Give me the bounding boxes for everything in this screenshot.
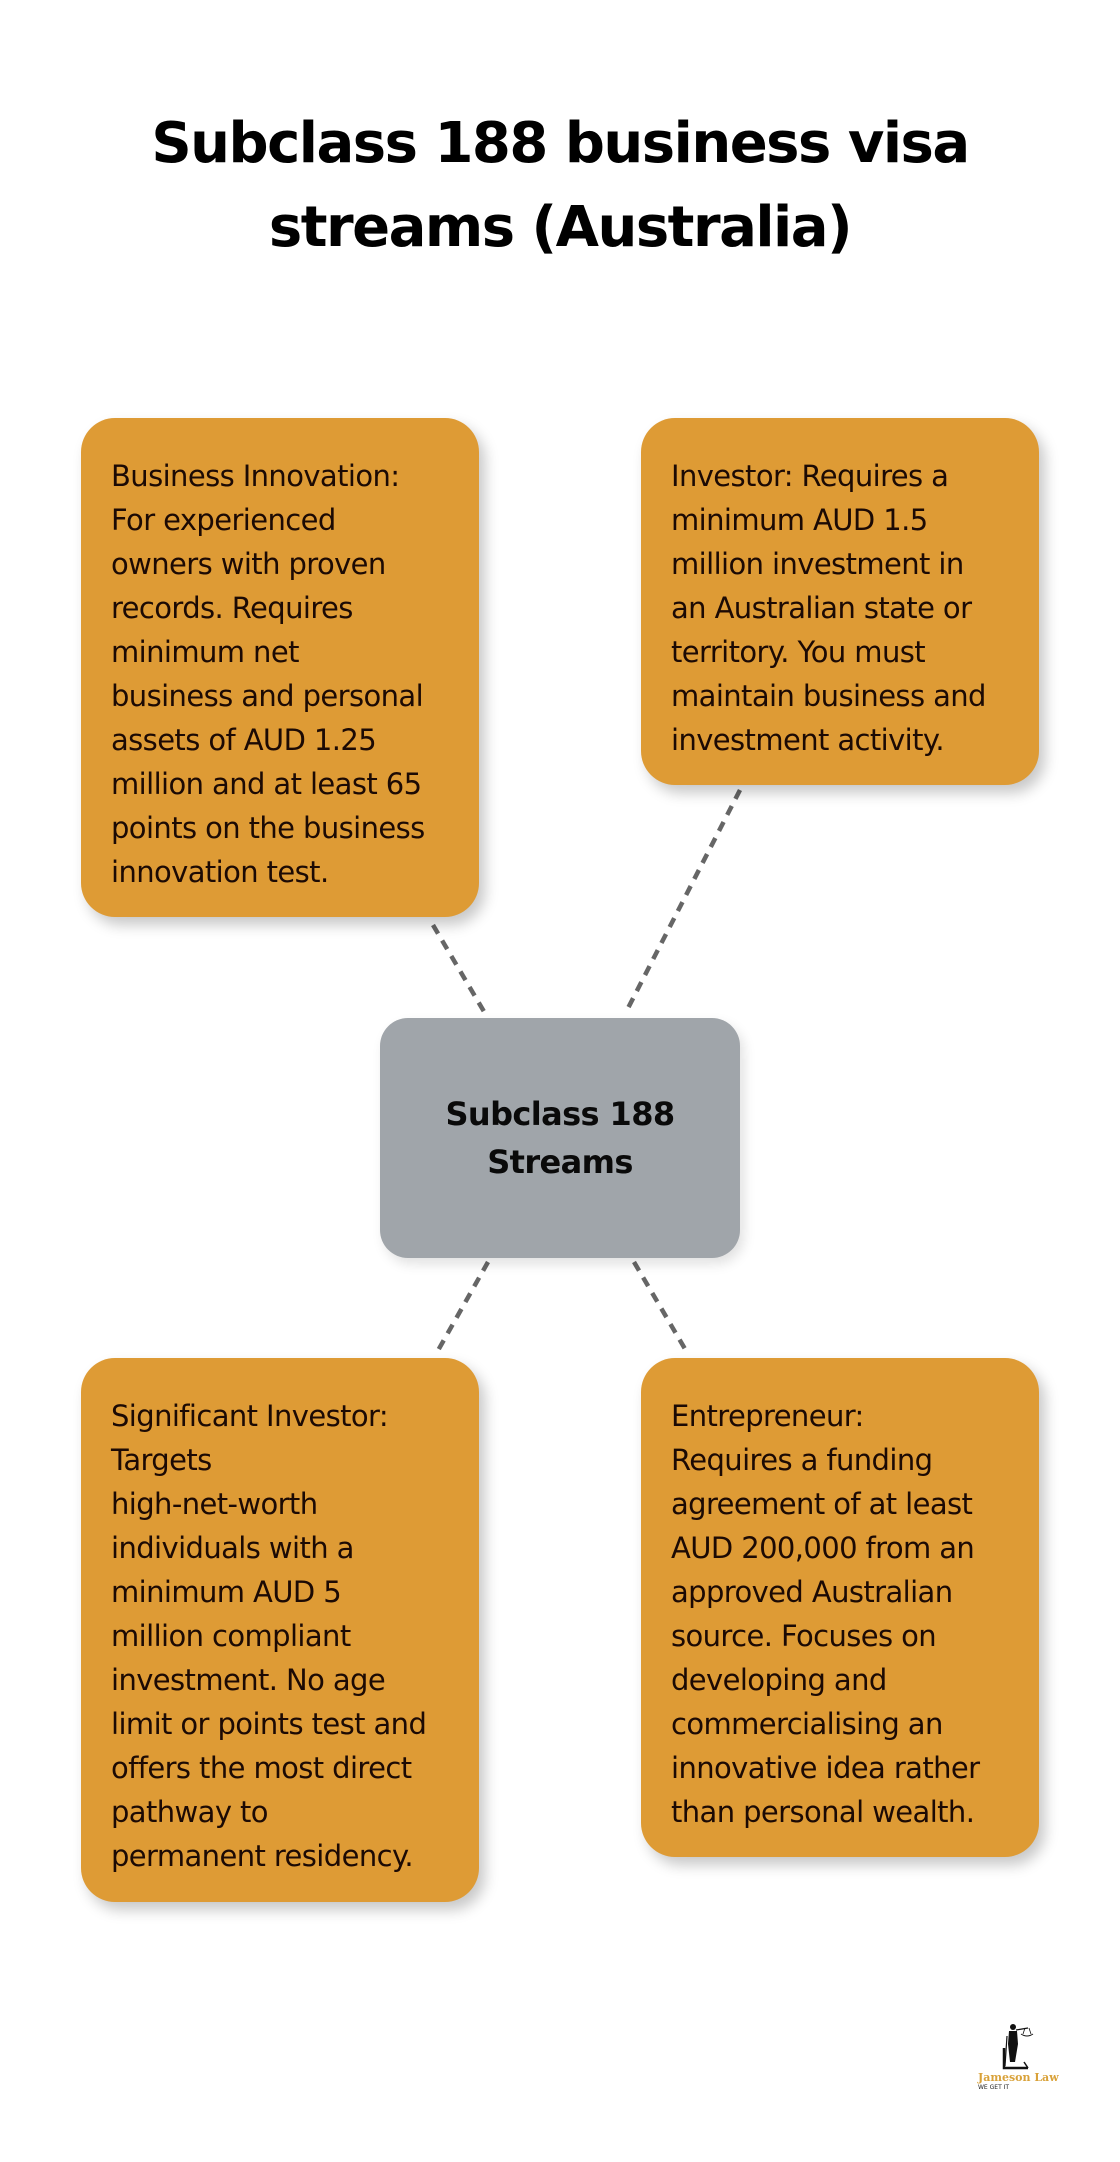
card-text-line: individuals with a bbox=[111, 1531, 354, 1565]
card-text-line: investment. No age bbox=[111, 1663, 386, 1697]
card-text-line: agreement of at least bbox=[671, 1487, 973, 1521]
card-text-line: investment activity. bbox=[671, 723, 944, 757]
lady-justice-icon bbox=[998, 2022, 1034, 2072]
card-text-line: permanent residency. bbox=[111, 1839, 413, 1873]
card-text-line: commercialising an bbox=[671, 1707, 943, 1741]
title-line-2: streams (Australia) bbox=[268, 195, 852, 260]
card-text-line: an Australian state or bbox=[671, 591, 972, 625]
card-investor bbox=[641, 418, 1039, 785]
connector-bottom-right bbox=[634, 1262, 688, 1354]
center-node bbox=[380, 1018, 740, 1258]
connector-top-right bbox=[625, 790, 740, 1014]
card-significant-investor bbox=[81, 1358, 479, 1902]
card-text-line: Targets bbox=[111, 1443, 212, 1477]
card-entrepreneur bbox=[641, 1358, 1039, 1857]
card-text-line: Entrepreneur: bbox=[671, 1399, 864, 1433]
jameson-law-logo bbox=[978, 2022, 1059, 2092]
card-text-line: For experienced bbox=[111, 503, 336, 537]
connector-bottom-left bbox=[436, 1262, 488, 1354]
card-text-line: territory. You must bbox=[671, 635, 926, 669]
card-text-line: pathway to bbox=[111, 1795, 268, 1829]
card-text-line: developing and bbox=[671, 1663, 887, 1697]
logo-name: Jameson Law bbox=[978, 2071, 1059, 2084]
card-text-line: points on the business bbox=[111, 811, 425, 845]
card-text-line: minimum AUD 1.5 bbox=[671, 503, 928, 537]
card-text-line: limit or points test and bbox=[111, 1707, 427, 1741]
card-text-line: minimum AUD 5 bbox=[111, 1575, 342, 1609]
card-text-line: minimum net bbox=[111, 635, 299, 669]
card-text-line: innovative idea rather bbox=[671, 1751, 980, 1785]
card-text-line: maintain business and bbox=[671, 679, 986, 713]
card-text-line: million and at least 65 bbox=[111, 767, 422, 801]
logo-tagline: WE GET IT bbox=[978, 2084, 1010, 2091]
card-text-line: Investor: Requires a bbox=[671, 459, 949, 493]
card-text-line: records. Requires bbox=[111, 591, 353, 625]
card-text-line: approved Australian bbox=[671, 1575, 953, 1609]
card-text-line: innovation test. bbox=[111, 855, 329, 889]
card-text-line: offers the most direct bbox=[111, 1751, 412, 1785]
card-text-line: owners with proven bbox=[111, 547, 386, 581]
center-label-line-1: Subclass 188 bbox=[445, 1095, 675, 1133]
card-text-line: high-net-worth bbox=[111, 1487, 318, 1521]
card-text-line: source. Focuses on bbox=[671, 1619, 937, 1653]
card-text-line: million investment in bbox=[671, 547, 964, 581]
connector-top-left bbox=[433, 925, 486, 1015]
title-line-1: Subclass 188 business visa bbox=[151, 111, 969, 176]
card-text-line: AUD 200,000 from an bbox=[671, 1531, 975, 1565]
center-label-line-2: Streams bbox=[487, 1143, 633, 1181]
card-text-line: Requires a funding bbox=[671, 1443, 933, 1477]
card-text-line: Business Innovation: bbox=[111, 459, 400, 493]
card-text-line: Significant Investor: bbox=[111, 1399, 389, 1433]
card-text-line: than personal wealth. bbox=[671, 1795, 975, 1829]
card-text-line: assets of AUD 1.25 bbox=[111, 723, 377, 757]
card-text-line: business and personal bbox=[111, 679, 424, 713]
card-business-innovation bbox=[81, 418, 479, 917]
card-text-line: million compliant bbox=[111, 1619, 351, 1653]
